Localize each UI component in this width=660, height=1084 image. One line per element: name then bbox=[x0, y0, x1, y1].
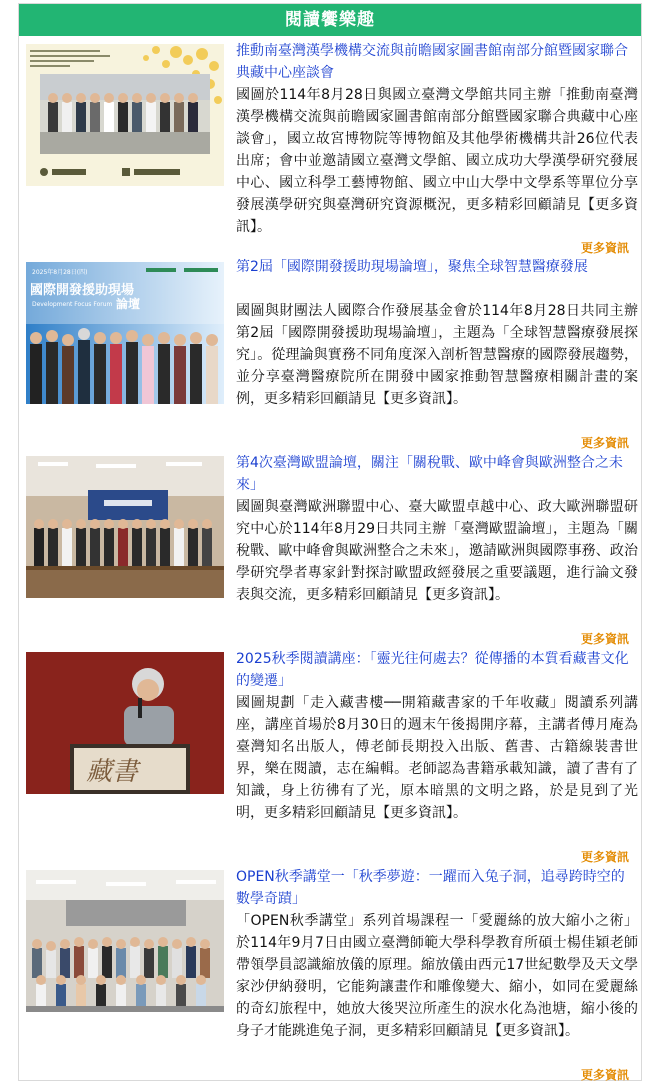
article-description: 國圖於114年8月28日與國立臺灣文學館共同主辦「推動南臺灣漢學機構交流與前瞻國家圖書館南部分館暨國家聯合典藏中心座談會」，國立故宮博物院等博物館及其他學術機構共計26位代表出席；會中並邀請國立臺灣文學館、國立成功大學漢學研究發展中心、國立科學工藝博物館、國立中山大學中文學系等單位分享發展漢學研究與臺灣研究資源概況，更多精彩回顧請見【更多資訊】。 bbox=[236, 87, 638, 235]
reading-section bbox=[18, 3, 642, 1081]
svg-text:藏書: 藏書 bbox=[86, 757, 139, 787]
svg-text:2025年8月28日(四): 2025年8月28日(四) bbox=[32, 269, 88, 276]
svg-text:論壇: 論壇 bbox=[116, 297, 141, 311]
article-title-link[interactable]: OPEN秋季講堂一「秋季夢遊：一躍而入兔子洞，追尋跨時空的數學奇蹟」 bbox=[236, 869, 625, 907]
speaker-at-podium-icon bbox=[26, 652, 224, 794]
article-description: 國圖規劃「走入藏書樓──開箱藏書家的千年收藏」閱讀系列講座，講座首場於8月30日的週末午後揭開序幕，主講者傅月庵為臺灣知名出版人，傅老師長期投入出版、舊書、古籍線裝書世界，樂在閱讀，志在編輯。老師認為書籍承載知識，讀了書有了知識，身上彷彿有了光，原本暗黑的文明之路，於是見到了光明，更多精彩回顧請見【更多資訊】。 bbox=[236, 695, 638, 821]
group-photo-conference-hall-icon bbox=[26, 456, 224, 598]
group-photo-symposium-icon bbox=[26, 44, 224, 186]
more-info-link[interactable]: 更多資訊 bbox=[580, 1068, 629, 1082]
svg-text:國際開發援助現場: 國際開發援助現場 bbox=[30, 283, 135, 298]
more-info-link[interactable]: 更多資訊 bbox=[580, 436, 629, 450]
more-info-link[interactable]: 更多資訊 bbox=[580, 850, 629, 864]
article-thumbnail[interactable] bbox=[26, 44, 224, 186]
article-thumbnail[interactable] bbox=[26, 870, 224, 1012]
more-info-link[interactable]: 更多資訊 bbox=[580, 632, 629, 646]
more-info-link[interactable]: 更多資訊 bbox=[580, 241, 629, 255]
article-thumbnail[interactable] bbox=[26, 652, 224, 794]
article-title-link[interactable]: 第2屆「國際開發援助現場論壇」，聚焦全球智慧醫療發展 bbox=[236, 259, 588, 275]
article-thumbnail[interactable] bbox=[26, 262, 224, 404]
article-title-link[interactable]: 2025秋季閱讀講座：「靈光往何處去？從傳播的本質看藏書文化的變遷」 bbox=[236, 651, 629, 689]
section-header: 閱讀饗樂趣 bbox=[19, 4, 641, 36]
group-photo-children-icon bbox=[26, 870, 224, 1012]
article-description: 「OPEN秋季講堂」系列首場課程一「愛麗絲的放大縮小之術」於114年9月7日由國立臺灣師範大學科學教育所碩士楊佳穎老師帶領學員認識縮放儀的原理。縮放儀由西元17世紀數學及天文學家沙伊納發明，它能夠讓畫作和雕像變大、縮小，如同在愛麗絲的奇幻旅程中，她放大後哭泣所產生的淚水化為池塘，縮小後的身子才能跳進兔子洞，更多精彩回顧請見【更多資訊】。 bbox=[236, 913, 638, 1039]
article-title-link[interactable]: 第4次臺灣歐盟論壇，關注「關稅戰、歐中峰會與歐洲整合之未來」 bbox=[236, 455, 623, 493]
group-photo-forum-icon bbox=[26, 262, 224, 404]
article-description: 國圖與臺灣歐洲聯盟中心、臺大歐盟卓越中心、政大歐洲聯盟研究中心於114年8月29日共同主辦「臺灣歐盟論壇」，主題為「關稅戰、歐中峰會與歐洲整合之未來」，邀請歐洲與國際事務、政治學研究學者專家針對探討歐盟政經發展之重要議題，進行論文發表與交流，更多精彩回顧請見【更多資訊】。 bbox=[236, 499, 638, 603]
article-description: 國圖與財團法人國際合作發展基金會於114年8月28日共同主辦第2屆「國際開發援助現場論壇」，主題為「全球智慧醫療發展探究」。從理論與實務不同角度深入剖析智慧醫療的國際發展趨勢，並分享臺灣醫療院所在開發中國家推動智慧醫療相關計畫的案例，更多精彩回顧請見【更多資訊】。 bbox=[236, 303, 638, 407]
article-thumbnail[interactable] bbox=[26, 456, 224, 598]
article-title-link[interactable]: 推動南臺灣漢學機構交流與前瞻國家圖書館南部分館暨國家聯合典藏中心座談會 bbox=[236, 43, 628, 81]
svg-text:Development Focus Forum: Development Focus Forum bbox=[32, 301, 113, 308]
